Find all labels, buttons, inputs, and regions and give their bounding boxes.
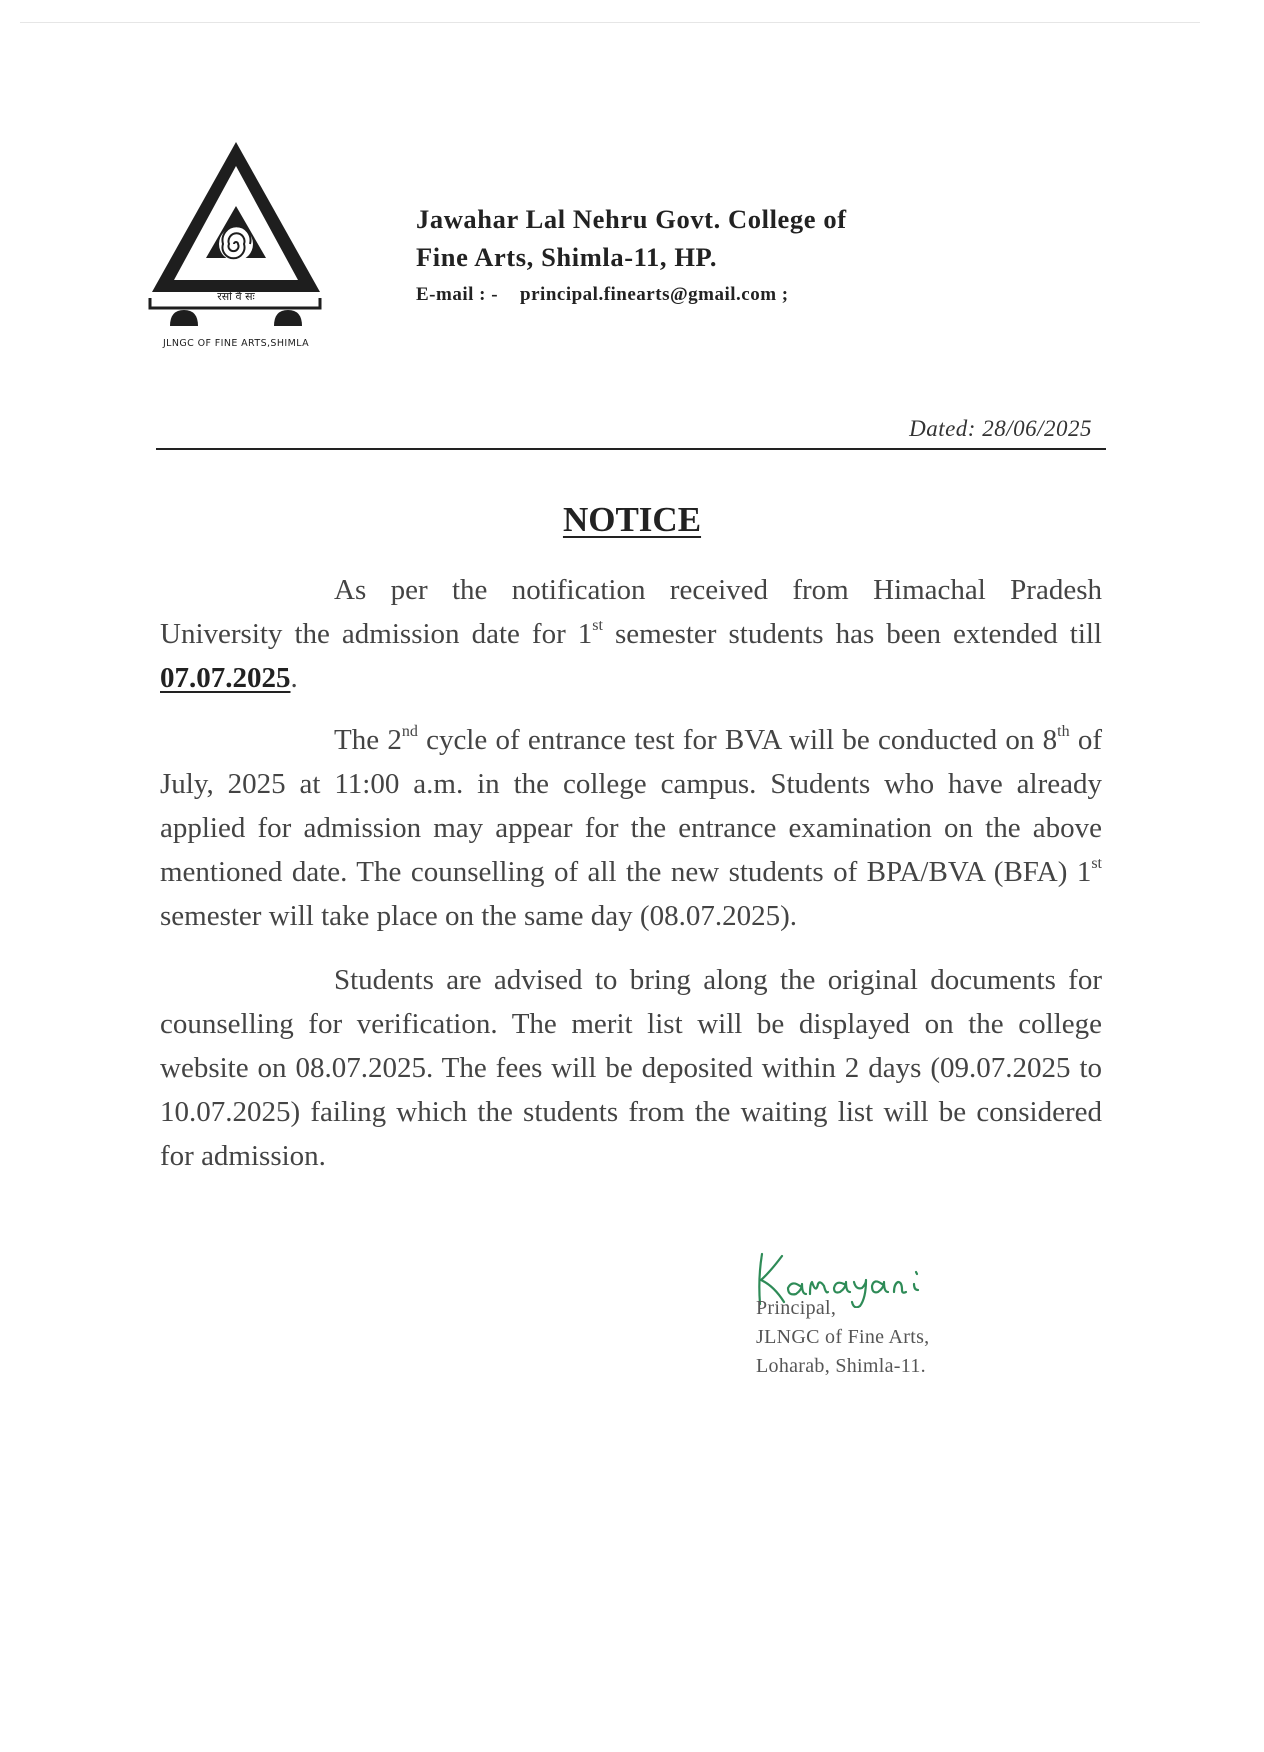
- paragraph-admission-extension: [160, 568, 1102, 700]
- letterhead: [416, 200, 847, 306]
- para1-text-c: .: [290, 662, 298, 694]
- logo-caption: JLNGC OF FINE ARTS,SHIMLA: [162, 338, 310, 349]
- email-label: E-mail : -: [416, 284, 499, 305]
- notice-date: Dated: 28/06/2025: [909, 416, 1092, 441]
- college-name-line2: Fine Arts, Shimla-11, HP.: [416, 242, 718, 272]
- para2-text-a: The 2: [334, 724, 402, 756]
- para2-superscript-3: st: [1091, 855, 1102, 873]
- para2-text-c: of July, 2025 at 11:00 a.m. in the college campus. Students who have already applied for admission may appear for the entrance examination on the above mentioned date. The counselling of all the new students of BPA/BVA (BFA) 1: [160, 724, 1102, 888]
- college-logo: [148, 140, 324, 352]
- college-name-line1: Jawahar Lal Nehru Govt. College of: [416, 204, 847, 234]
- notice-title: [0, 500, 1264, 540]
- email-line: [416, 284, 847, 306]
- notice-title-text: NOTICE: [562, 500, 702, 539]
- para1-text-b: semester students has been extended till: [602, 618, 1102, 650]
- para2-text-d: semester will take place on the same day (08.07.2025).: [160, 900, 797, 932]
- scan-edge-line: [20, 22, 1200, 23]
- extended-date: 07.07.2025: [160, 662, 291, 694]
- para1-text-a: As per the notification received from Himachal Pradesh University the admission date for 1: [160, 574, 1102, 650]
- email-address: principal.finearts@gmail.com ;: [520, 284, 789, 305]
- logo-motto: रसो वै सः: [217, 290, 255, 303]
- para2-text-b: cycle of entrance test for BVA will be conducted on 8: [417, 724, 1058, 756]
- paragraph-counselling-documents: Students are advised to bring along the original documents for counselling for verification. The merit list will be displayed on the college website on 08.07.2025. The fees will be deposited within 2 days (09.07.2025 to 10.07.2025) failing which the students from the waiting list will be considered for admission.: [160, 964, 1102, 1172]
- para1-superscript: st: [592, 617, 603, 635]
- para2-superscript-2: th: [1057, 723, 1070, 741]
- signatory-title: Principal,: [756, 1297, 837, 1319]
- signatory-block: [756, 1294, 929, 1381]
- signatory-institution: JLNGC of Fine Arts,: [756, 1326, 930, 1348]
- paragraph-entrance-test: [160, 718, 1102, 938]
- header-divider: [156, 448, 1106, 450]
- para2-superscript-1: nd: [401, 723, 418, 741]
- notice-body: [160, 568, 1102, 1194]
- signatory-address: Loharab, Shimla-11.: [756, 1355, 926, 1377]
